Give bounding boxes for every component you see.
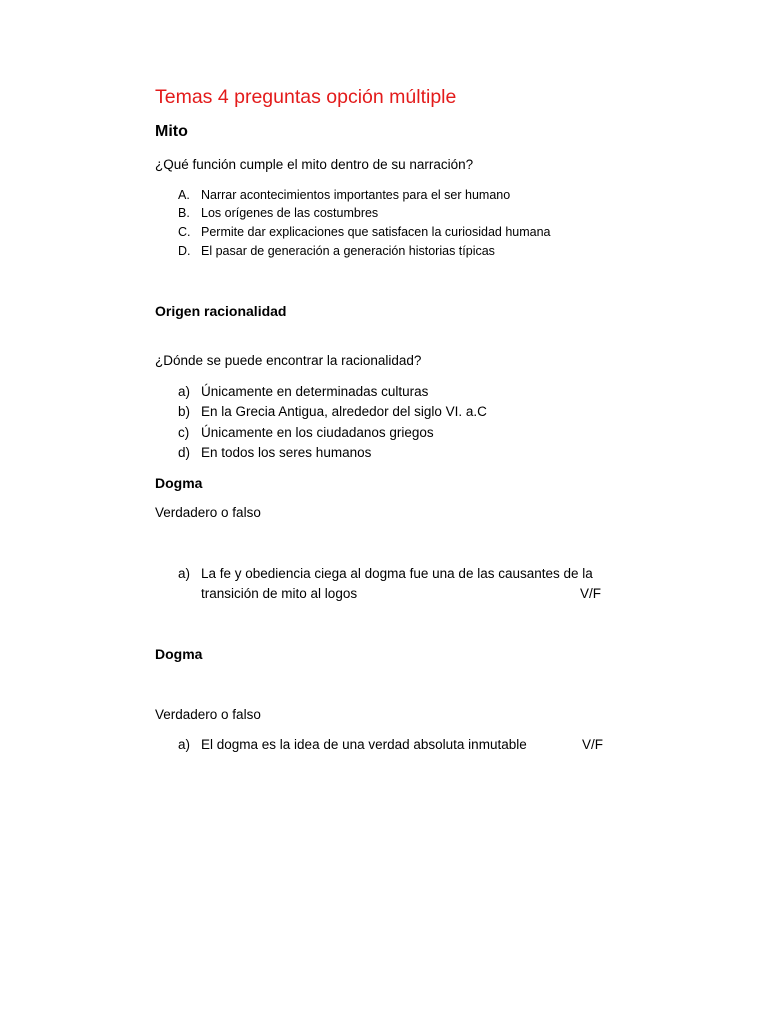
item-text-line2: transición de mito al logos xyxy=(201,586,358,601)
option-text: En todos los seres humanos xyxy=(201,445,372,460)
document-title: Temas 4 preguntas opción múltiple xyxy=(155,86,457,108)
instruction-true-false: Verdadero o falso xyxy=(155,707,261,722)
section-heading-origen: Origen racionalidad xyxy=(155,303,287,319)
question-origen: ¿Dónde se puede encontrar la racionalidad? xyxy=(155,353,422,368)
option-letter: C. xyxy=(178,225,191,239)
section-heading-dogma: Dogma xyxy=(155,646,203,662)
option-text: Permite dar explicaciones que satisfacen la curiosidad humana xyxy=(201,225,551,239)
section-heading-mito: Mito xyxy=(155,123,188,140)
option-text: Narrar acontecimientos importantes para el ser humano xyxy=(201,188,511,202)
item-text-line1: La fe y obediencia ciega al dogma fue una de las causantes de la xyxy=(201,566,593,581)
option-letter: b) xyxy=(178,404,191,419)
instruction-true-false: Verdadero o falso xyxy=(155,505,261,520)
option-letter: B. xyxy=(178,206,190,220)
option-letter: A. xyxy=(178,188,190,202)
option-text: En la Grecia Antigua, alrededor del siglo VI. a.C xyxy=(201,404,487,419)
true-false-marker: V/F xyxy=(580,586,602,601)
item-letter: a) xyxy=(178,737,191,752)
option-text: Los orígenes de las costumbres xyxy=(201,206,379,220)
option-text: Únicamente en los ciudadanos griegos xyxy=(201,425,434,440)
option-letter: D. xyxy=(178,244,191,258)
true-false-marker: V/F xyxy=(582,737,604,752)
question-mito: ¿Qué función cumple el mito dentro de su narración? xyxy=(155,157,474,172)
option-letter: c) xyxy=(178,425,190,440)
option-letter: a) xyxy=(178,384,191,399)
item-text: El dogma es la idea de una verdad absoluta inmutable xyxy=(201,737,527,752)
option-letter: d) xyxy=(178,445,191,460)
option-text: Únicamente en determinadas culturas xyxy=(201,384,429,399)
item-letter: a) xyxy=(178,566,191,581)
section-heading-dogma: Dogma xyxy=(155,475,203,491)
option-text: El pasar de generación a generación historias típicas xyxy=(201,244,495,258)
